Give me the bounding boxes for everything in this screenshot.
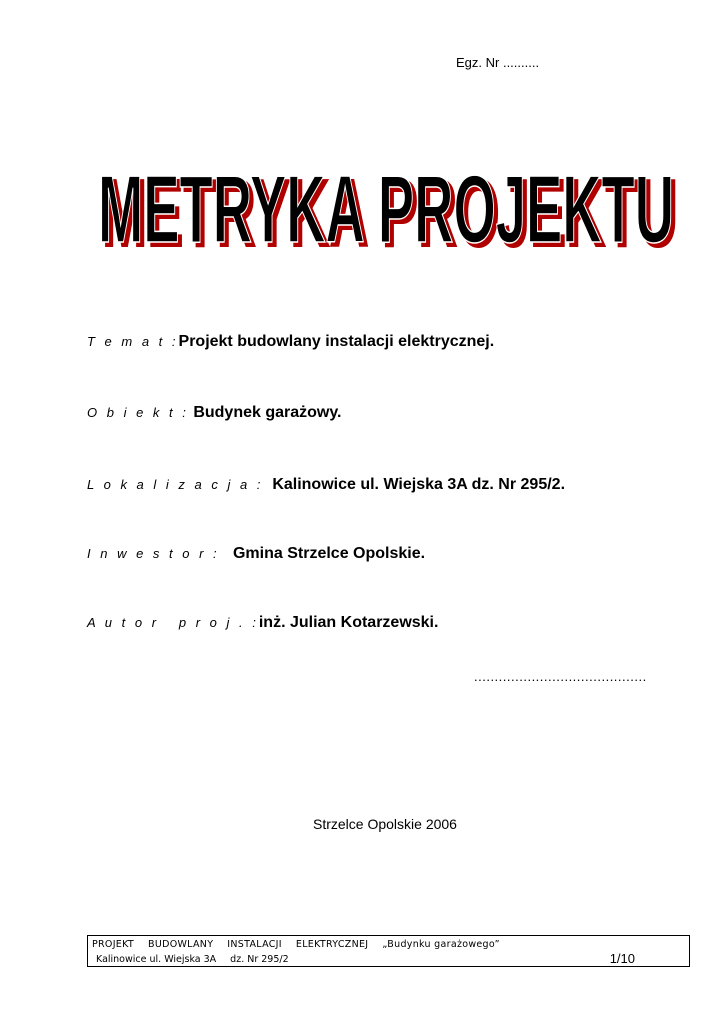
- field-value: inż. Julian Kotarzewski.: [258, 614, 439, 631]
- document-title: METRYKA PROJEKTU: [98, 156, 674, 263]
- field-temat: [87, 333, 494, 351]
- footer-line-2: [96, 954, 303, 965]
- field-value: Budynek garażowy.: [193, 404, 342, 421]
- field-label: I n w e s t o r :: [87, 546, 220, 561]
- footer-address: Kalinowice ul. Wiejska 3A: [96, 954, 217, 965]
- field-value: Kalinowice ul. Wiejska 3A dz. Nr 295/2.: [272, 476, 566, 493]
- copy-number: Egz. Nr ..........: [456, 55, 540, 70]
- document-title-graphic: [98, 150, 680, 265]
- field-autor: [87, 614, 438, 632]
- footer-word: PROJEKT: [92, 939, 135, 950]
- place-date: Strzelce Opolskie 2006: [313, 816, 457, 832]
- field-label: T e m a t :: [87, 334, 179, 349]
- footer-word: BUDOWLANY: [148, 939, 214, 950]
- field-obiekt: [87, 404, 342, 422]
- field-value: Projekt budowlany instalacji elektrycznej.: [178, 333, 495, 350]
- field-label: O b i e k t :: [87, 405, 189, 420]
- page-number: 1/10: [609, 951, 635, 966]
- field-label: L o k a l i z a c j a :: [87, 477, 264, 492]
- document-title-shadow: METRYKA PROJEKTU: [102, 160, 678, 265]
- footer-word: „Budynku garażowego”: [382, 939, 500, 950]
- footer-word: ELEKTRYCZNEJ: [295, 939, 369, 950]
- page-footer: [87, 935, 690, 967]
- field-label: A u t o r p r o j . :: [87, 615, 259, 630]
- field-lokalizacja: [87, 476, 565, 494]
- footer-plot: dz. Nr 295/2: [230, 954, 289, 965]
- footer-line-1: [92, 939, 514, 950]
- field-value: Gmina Strzelce Opolskie.: [232, 545, 426, 562]
- signature-line: ..........................................: [474, 669, 647, 684]
- field-inwestor: [87, 545, 425, 563]
- footer-word: INSTALACJI: [227, 939, 282, 950]
